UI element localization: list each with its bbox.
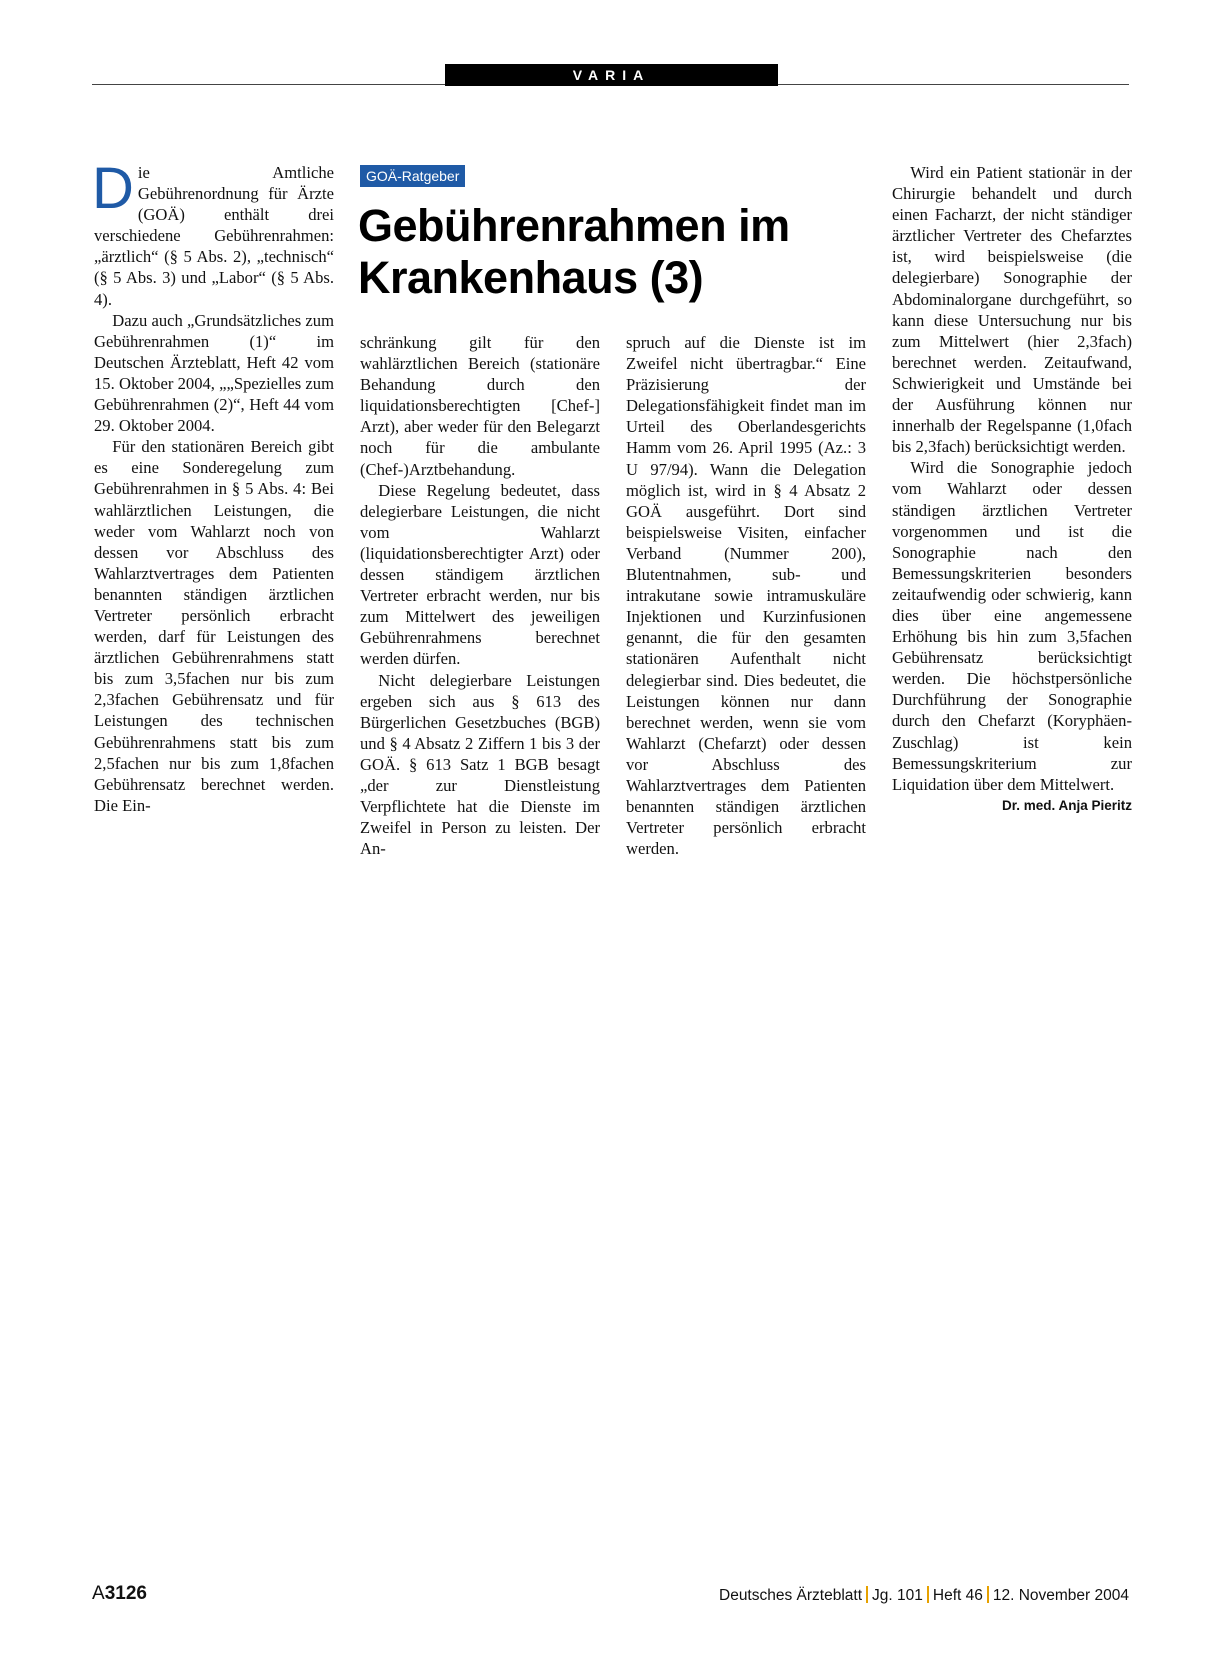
paragraph-text: Wird die Sonographie jedoch vom Wahlarzt oder dessen ständigen ärztlichen Vertreter vorgenommen und ist die Sonographie nach den Bemessungskriterien besonders zeitaufwendig oder schwierig, kann dies über eine angemessene Erhöhung bis hin zum 3,5fachen Gebührensatz berücksichtigt werden. Die höchstpersönliche Durchführung der Sonographie durch den Chefarzt (Koryphäen-Zuschlag) ist kein Bemessungskriterium zur Liquidation über dem Mittelwert. — [892, 458, 1132, 794]
page-prefix: A — [92, 1583, 105, 1604]
title-line-1: Gebührenrahmen im — [358, 200, 790, 251]
paragraph: Wird ein Patient stationär in der Chirurgie behandelt und durch einen Facharzt, der nicht ständiger ärztlicher Vertreter des Chefarztes ist, wird beispielsweise (die delegierbare) Sonographie der Abdominalorgane durchgeführt, so kann diese Untersuchung nur bis zum Mittelwert (hier 2,3fach) berechnet werden. Zeitaufwand, Schwierigkeit und Umstände bei der Ausführung können nur innerhalb der Regelspanne (1,0fach bis 2,3fach) berücksichtigt werden. — [892, 163, 1132, 457]
separator — [866, 1586, 868, 1603]
column-4 — [892, 162, 1132, 816]
journal-volume: Jg. 101 — [872, 1587, 923, 1604]
issue-date: 12. November 2004 — [992, 1587, 1129, 1604]
paragraph: Nicht delegierbare Leistungen ergeben sich aus § 613 des Bürgerlichen Gesetzbuches (BGB) und § 4 Absatz 2 Ziffern 1 bis 3 der GOÄ. § 613 Satz 1 BGB besagt „der zur Dienstleistung Verpflichtete hat die Dienste im Zweifel in Person zu leisten. Der An- — [360, 670, 600, 859]
column-2 — [360, 332, 600, 859]
drop-cap: D — [92, 156, 134, 221]
section-label: VARIA — [445, 64, 778, 86]
footer-citation — [719, 1586, 1129, 1605]
paragraph: Dazu auch „Grundsätzliches zum Gebührenrahmen (1)“ im Deutschen Ärzteblatt, Heft 42 vom 15. Oktober 2004, „„Spezielles zum Gebührenrahmen (2)“, Heft 44 vom 29. Oktober 2004. — [94, 310, 334, 436]
article-title — [358, 200, 878, 304]
paragraph: spruch auf die Dienste ist im Zweifel nicht übertragbar.“ Eine Präzisierung der Delegationsfähigkeit findet man im Urteil des Oberlandesgerichts Hamm vom 26. April 1995 (Az.: 3 U 97/94). Wann die Delegation möglich ist, wird in § 4 Absatz 2 GOÄ ausgeführt. Dort sind beispielsweise Visiten, einfacher Verband (Nummer 200), Blutentnahmen, sub- und intrakutane sowie intramuskuläre Injektionen und Kurzinfusionen genannt, die für den gesamten stationären Aufenthalt nicht delegierbar sind. Dies bedeutet, die Leistungen können nur dann berechnet werden, wenn sie vom Wahlarzt (Chefarzt) oder dessen vor Abschluss des Wahlarztvertrages dem Patienten benannten ständigen ärztlichen Vertreter persönlich erbracht werden. — [626, 333, 866, 859]
title-line-2: Krankenhaus (3) — [358, 252, 704, 303]
author-byline: Dr. med. Anja Pieritz — [1001, 797, 1132, 813]
paragraph-text: ie Amtliche Gebührenordnung für Ärzte (GOÄ) enthält drei verschiedene Gebührenrahmen: „ärztlich“ (§ 5 Abs. 2), „technisch“ (§ 5 Abs. 3) und „Labor“ (§ 5 Abs. 4). — [94, 163, 334, 309]
separator — [987, 1586, 989, 1603]
separator — [927, 1586, 929, 1603]
journal-issue: Heft 46 — [932, 1587, 983, 1604]
page-number — [92, 1583, 147, 1605]
article-kicker: GOÄ-Ratgeber — [360, 165, 465, 187]
column-3 — [626, 332, 866, 859]
paragraph: Diese Regelung bedeutet, dass delegierbare Leistungen, die nicht vom Wahlarzt (liquidationsberechtigter Arzt) oder dessen ständigem ärztlichen Vertreter erbracht werden, nur bis zum Mittelwert des jeweiligen Gebührenrahmens berechnet werden dürfen. — [360, 480, 600, 669]
journal-name: Deutsches Ärzteblatt — [719, 1587, 863, 1604]
paragraph: Für den stationären Bereich gibt es eine Sonderegelung zum Gebührenrahmen in § 5 Abs. 4: Bei wahlärztlichen Leistungen, die weder vom Wahlarzt noch von dessen vor Abschluss des Wahlarztvertrages dem Patienten benannten ständigen ärztlichen Vertreter persönlich erbracht werden, darf für Leistungen des ärztlichen Gebührenrahmens statt bis zum 3,5fachen nur bis zum 2,3fachen Gebührensatz und für Leistungen des technischen Gebührenrahmens statt bis zum 2,5fachen nur bis zum 1,8fachen Gebührensatz berechnet werden. Die Ein- — [94, 437, 334, 815]
page-number-value: 3126 — [104, 1583, 147, 1604]
column-1 — [92, 156, 334, 816]
paragraph — [892, 457, 1132, 813]
paragraph — [92, 156, 334, 310]
paragraph: schränkung gilt für den wahlärztlichen Bereich (stationäre Behandung durch den liquidationsberechtigten [Chef-] Arzt), aber weder für den Belegarzt noch für die ambulante (Chef-)Arztbehandung. — [360, 333, 600, 479]
